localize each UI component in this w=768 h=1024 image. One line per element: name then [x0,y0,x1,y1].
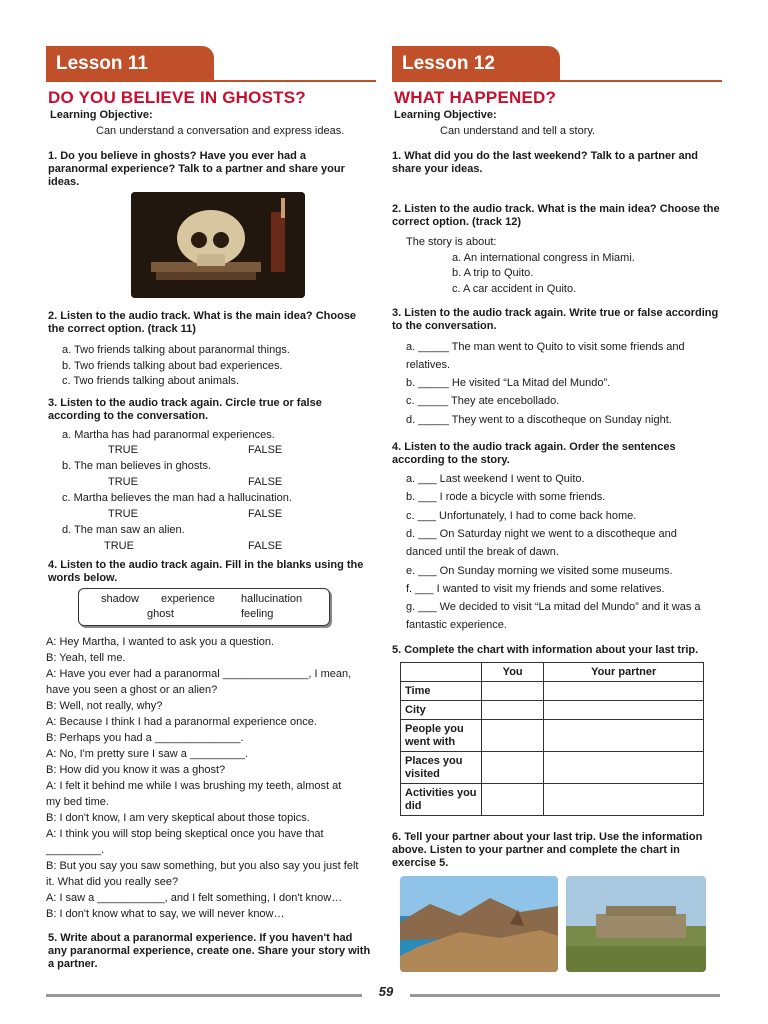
chart-cell-time-you[interactable] [482,682,544,701]
l12-q2-option-b: b. A trip to Quito. [452,267,534,279]
dialogue-line: A: I felt it behind me while I was brushing my teeth, almost at [46,780,342,792]
word-ghost: ghost [147,608,174,620]
l11-q3-a-true[interactable]: TRUE [108,444,138,456]
l11-q3-b-true[interactable]: TRUE [108,476,138,488]
l11-q3-c-false[interactable]: FALSE [248,508,283,520]
lesson-12-tab [392,46,560,82]
l11-question-2: 2. Listen to the audio track. What is the main idea? Choose the correct option. (track 11) [48,310,357,335]
chart-cell-activities-you[interactable] [482,784,544,816]
word-bank [78,588,330,626]
lesson-12-rule [392,80,722,82]
chart-cell-city-partner[interactable] [544,701,704,720]
lesson-11-tab [46,46,214,82]
l11-question-4: 4. Listen to the audio track again. Fill in the blanks using the words below. [48,559,364,584]
dialogue-line: A: I saw a ___________, and I felt something, I don't know… [46,892,343,904]
l11-q3-a-false[interactable]: FALSE [248,444,283,456]
l11-q3-item-c: c. Martha believes the man had a hallucination. [62,492,292,504]
chart-cell-time-partner[interactable] [544,682,704,701]
l12-q3-item-a: a. _____ The man went to Quito to visit some friends and [406,341,685,353]
footer-rule-right [410,994,720,997]
trip-chart [400,662,704,816]
l11-question-3: 3. Listen to the audio track again. Circle true or false according to the conversation. [48,397,322,422]
lesson-12-title: WHAT HAPPENED? [394,88,557,107]
l12-q2-lead: The story is about: [406,236,497,248]
lesson-12-objective-label: Learning Objective: [394,109,497,121]
l11-q2-option-c: c. Two friends talking about animals. [62,375,240,387]
lesson-11-label: Lesson 11 [56,53,148,74]
l12-question-5: 5. Complete the chart with information about your last trip. [392,644,699,656]
chart-row-time: Time [401,682,482,701]
dialogue-line: B: How did you know it was a ghost? [46,764,226,776]
chart-cell-places-partner[interactable] [544,752,704,784]
l12-q3-item-a-cont: relatives. [406,359,451,371]
dialogue-line: B: But you say you saw something, but you also say you just felt [46,860,359,872]
lesson-12-objective: Can understand and tell a story. [440,125,596,137]
galapagos-image [400,876,558,972]
word-hallucination: hallucination [241,593,303,605]
lesson-11-objective: Can understand a conversation and express ideas. [96,125,345,137]
chart-row-activities: Activities you did [401,784,482,816]
word-shadow: shadow [101,593,139,605]
chart-cell-places-you[interactable] [482,752,544,784]
l12-q3-item-d: d. _____ They went to a discotheque on Sunday night. [406,414,672,426]
word-feeling: feeling [241,608,274,620]
footer-rule-left [46,994,362,997]
chart-row-city: City [401,701,482,720]
dialogue-line: A: No, I'm pretty sure I saw a _________. [46,748,249,760]
skull-image [131,192,305,298]
word-experience: experience [161,593,215,605]
l12-question-2: 2. Listen to the audio track. What is the main idea? Choose the correct option. (track 12) [392,203,720,228]
chart-cell-city-you[interactable] [482,701,544,720]
dialogue-line: A: Hey Martha, I wanted to ask you a question. [46,636,275,648]
chart-header-partner: Your partner [544,663,704,682]
chart-row-places: Places you visited [401,752,482,784]
lesson-11-title: DO YOU BELIEVE IN GHOSTS? [48,88,306,107]
order-item: d. ___ On Saturday night we went to a discotheque and [406,528,677,540]
l12-q3-item-c: c. _____ They ate encebollado. [406,395,560,407]
dialogue-line: B: Well, not really, why? [46,700,163,712]
dialogue-line: A: I think you will stop being skeptical once you have that [46,828,324,840]
l12-q2-option-a: a. An international congress in Miami. [452,252,635,264]
l11-q3-item-b: b. The man believes in ghosts. [62,460,211,472]
l12-q2-option-c: c. A car accident in Quito. [452,283,577,295]
dialogue-line: B: Yeah, tell me. [46,652,126,664]
dialogue-line: it. What did you really see? [46,876,179,888]
dialogue-line: have you seen a ghost or an alien? [46,684,218,696]
l11-q3-item-d: d. The man saw an alien. [62,524,185,536]
l11-q2-option-a: a. Two friends talking about paranormal things. [62,344,290,356]
lesson-12-label: Lesson 12 [402,53,495,74]
page-number: 59 [378,984,394,999]
dialogue-line: A: Have you ever had a paranormal ______________, I mean, [46,668,352,680]
l11-q3-b-false[interactable]: FALSE [248,476,283,488]
l11-q3-d-true[interactable]: TRUE [104,540,134,552]
l12-question-3: 3. Listen to the audio track again. Write true or false according to the conversation. [392,307,719,332]
l12-question-6: 6. Tell your partner about your last trip. Use the information above. Listen to your partner and complete the chart in exercise 5. [392,831,703,869]
l12-question-4: 4. Listen to the audio track again. Order the sentences according to the story. [392,441,676,466]
l11-q2-option-b: b. Two friends talking about bad experiences. [62,360,283,372]
order-item: e. ___ On Sunday morning we visited some museums. [406,565,673,577]
l11-q3-d-false[interactable]: FALSE [248,540,283,552]
order-item: c. ___ Unfortunately, I had to come back home. [406,510,637,522]
lesson-11-objective-label: Learning Objective: [50,109,153,121]
order-item: b. ___ I rode a bicycle with some friends. [406,491,606,503]
chart-header-blank [401,663,482,682]
l11-question-5: 5. Write about a paranormal experience. If you haven't had any paranormal experience, create one. Share your story with a partner. [48,932,371,970]
order-item: f. ___ I wanted to visit my friends and some relatives. [406,583,665,595]
order-item: g. ___ We decided to visit “La mitad del Mundo” and it was a [406,601,701,613]
ruins-image [566,876,706,972]
l11-question-1: 1. Do you believe in ghosts? Have you ever had a paranormal experience? Talk to a partner and share your ideas. [48,150,345,188]
chart-row-people: People you went with [401,720,482,752]
chart-cell-people-partner[interactable] [544,720,704,752]
dialogue-line: _________. [46,844,105,856]
l12-question-1: 1. What did you do the last weekend? Talk to a partner and share your ideas. [392,150,699,175]
chart-cell-people-you[interactable] [482,720,544,752]
l11-q3-c-true[interactable]: TRUE [108,508,138,520]
dialogue-line: B: Perhaps you had a ______________. [46,732,244,744]
chart-cell-activities-partner[interactable] [544,784,704,816]
chart-header-you: You [482,663,544,682]
dialogue-line: B: I don't know what to say, we will never know… [46,908,285,920]
dialogue-line: B: I don't know, I am very skeptical about those topics. [46,812,310,824]
dialogue-line: my bed time. [46,796,109,808]
order-item: fantastic experience. [406,619,507,631]
lesson-11-rule [46,80,376,82]
order-item: danced until the break of dawn. [406,546,559,558]
l11-q3-item-a: a. Martha has had paranormal experiences. [62,429,275,441]
l12-q3-item-b: b. _____ He visited “La Mitad del Mundo”. [406,377,611,389]
dialogue-line: A: Because I think I had a paranormal experience once. [46,716,317,728]
order-item: a. ___ Last weekend I went to Quito. [406,473,585,485]
